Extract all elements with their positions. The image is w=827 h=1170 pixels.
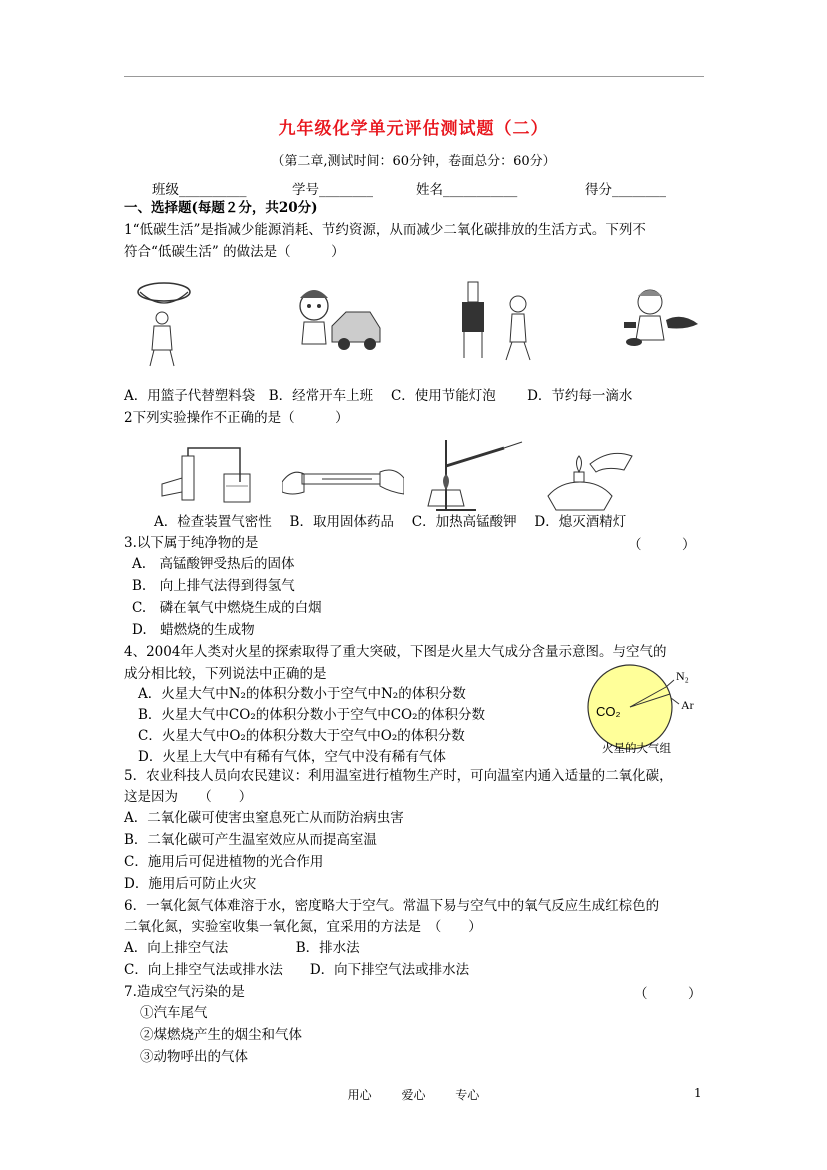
q3-answer-bracket: （ ） xyxy=(628,537,696,553)
score-field: 得分________ xyxy=(585,182,666,198)
saving-water-girl-image xyxy=(620,284,704,350)
q4-stem-line1: 4、2004年人类对火星的探索取得了重大突破，下图是火星大气成分含量示意图。与空气的 xyxy=(124,644,667,660)
header-rule xyxy=(124,76,704,77)
pie-caption: 火星的大气组 xyxy=(602,741,671,755)
girl-driving-car-image xyxy=(286,284,386,356)
q3-option-b: B. 向上排气法得到得氢气 xyxy=(132,578,295,594)
q7-item-3: ③动物呼出的气体 xyxy=(140,1049,248,1065)
q3-option-c: C. 磷在氧气中燃烧生成的白烟 xyxy=(132,600,322,616)
q7-item-1: ①汽车尾气 xyxy=(140,1005,208,1021)
q6-stem-line2: 二氧化氮，实验室收集一氧化氮，宜采用的方法是 （ ） xyxy=(124,919,482,935)
q5-option-c: C．施用后可促进植物的光合作用 xyxy=(124,854,324,870)
take-solid-reagent-image xyxy=(282,462,404,502)
student-number-field: 学号________ xyxy=(292,182,373,198)
pie-label-co2: CO₂ xyxy=(596,704,621,719)
page-subtitle: （第二章,测试时间：60分钟，卷面总分：60分） xyxy=(271,154,556,169)
class-field: 班级__________ xyxy=(152,182,247,198)
q6-options-ab: A．向上排空气法 B．排水法 xyxy=(124,940,360,956)
q7-item-2: ②煤燃烧产生的烟尘和气体 xyxy=(140,1027,302,1043)
q7-answer-bracket: （ ） xyxy=(634,986,702,1002)
q6-stem-line1: 6．一氧化氮气体难溶于水，密度略大于空气。常温下易与空气中的氧气反应生成红棕色的 xyxy=(124,898,660,914)
q4-option-c: C．火星大气中O₂的体积分数大于空气中O₂的体积分数 xyxy=(138,728,465,744)
q1-options: A．用篮子代替塑料袋 B．经常开车上班 C．使用节能灯泡 D．节约每一滴水 xyxy=(124,388,633,404)
q5-option-a: A．二氧化碳可使害虫窒息死亡从而防治病虫害 xyxy=(124,810,404,826)
q4-option-d: D．火星上大气中有稀有气体，空气中没有稀有气体 xyxy=(138,749,446,765)
page-title: 九年级化学单元评估测试题（二） xyxy=(278,119,549,139)
section-heading: 一、选择题(每题２分，共20分) xyxy=(124,200,318,216)
q2-stem: 2下列实验操作不正确的是（ ） xyxy=(124,410,349,426)
pie-label-ar: Ar xyxy=(681,698,694,712)
q7-stem: 7.造成空气污染的是 xyxy=(124,984,245,1000)
q5-stem-line1: 5．农业科技人员向农民建议：利用温室进行植物生产时，可向温室内通入适量的二氧化碳， xyxy=(124,768,673,784)
q4-stem-line2: 成分相比较，下列说法中正确的是 xyxy=(124,666,327,682)
check-airtightness-image xyxy=(160,446,270,510)
page-footer: 用心 爱心 专心 xyxy=(347,1088,480,1102)
q5-stem-line2: 这是因为 （ ） xyxy=(124,789,253,805)
q2-options: A．检查装置气密性 B．取用固体药品 C．加热高锰酸钾 D．熄灭酒精灯 xyxy=(154,514,627,530)
q5-option-b: B．二氧化碳可产生温室效应从而提高室温 xyxy=(124,832,377,848)
energy-saving-bulb-image xyxy=(456,280,546,364)
n2-leader-line xyxy=(666,680,674,687)
q3-option-d: D. 蜡燃烧的生成物 xyxy=(132,622,255,638)
q4-option-b: B．火星大气中CO₂的体积分数小于空气中CO₂的体积分数 xyxy=(138,707,486,723)
pie-label-n2: N₂ xyxy=(676,669,689,683)
page-number: 1 xyxy=(694,1086,702,1100)
q5-option-d: D．施用后可防止火灾 xyxy=(124,876,257,892)
extinguish-alcohol-lamp-image xyxy=(540,448,634,512)
q1-stem-line1: 1“低碳生活”是指减少能源消耗、节约资源，从而减少二氧化碳排放的生活方式。下列不 xyxy=(124,222,646,238)
q3-option-a: A. 高锰酸钾受热后的固体 xyxy=(132,556,295,572)
basket-person-image xyxy=(134,280,194,370)
q3-stem: 3.以下属于纯净物的是 xyxy=(124,535,259,551)
q4-option-a: A．火星大气中N₂的体积分数小于空气中N₂的体积分数 xyxy=(138,686,466,702)
heat-potassium-permanganate-image xyxy=(426,436,526,512)
q6-options-cd: C．向上排空气法或排水法 D．向下排空气法或排水法 xyxy=(124,962,470,978)
q1-stem-line2: 符合“低碳生活” 的做法是（ ） xyxy=(124,244,345,260)
name-field: 姓名___________ xyxy=(416,182,518,198)
